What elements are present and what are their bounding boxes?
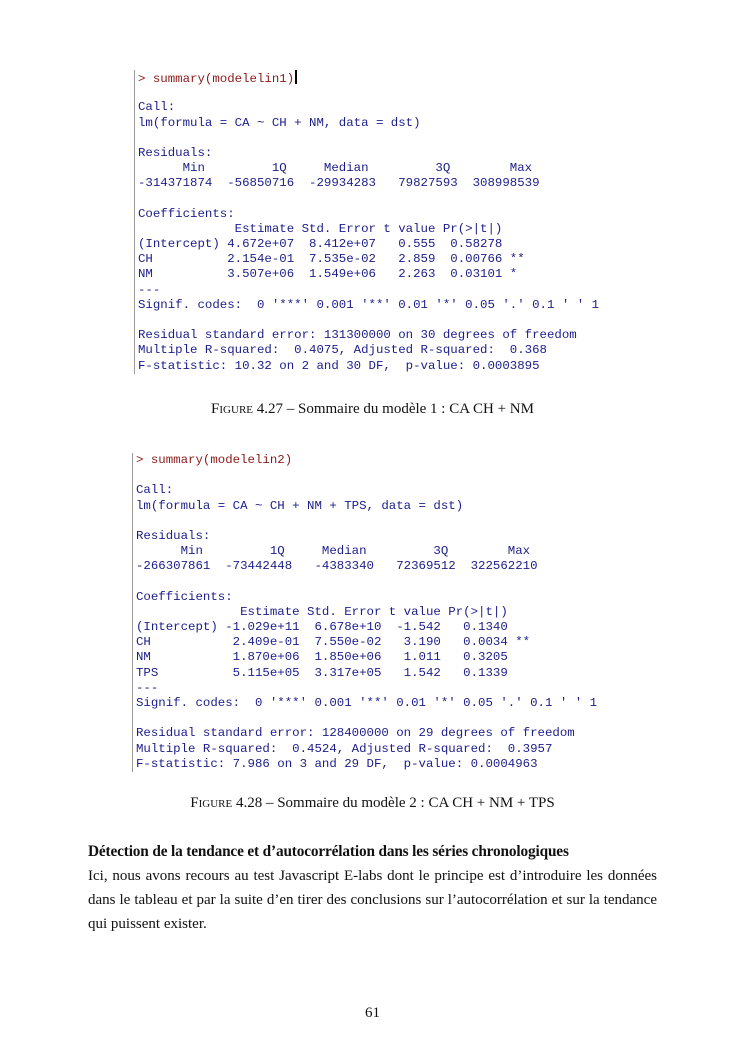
page-number: 61 [365, 1005, 380, 1021]
console-line: Call: [136, 483, 174, 498]
console-line: CH 2.154e-01 7.535e-02 2.859 0.00766 ** [138, 252, 525, 267]
console-line: Coefficients: [136, 589, 233, 604]
command-text: > summary(modelelin1) [138, 72, 295, 86]
console-line: (Intercept) -1.029e+11 6.678e+10 -1.542 0.1340 [136, 620, 531, 635]
r-console-output-model1 [134, 70, 606, 374]
console-line: NM 1.870e+06 1.850e+06 1.011 0.3205 [136, 650, 531, 665]
console-line: TPS 5.115e+05 3.317e+05 1.542 0.1339 [136, 665, 531, 680]
figure-caption [0, 401, 745, 418]
console-line [138, 85, 606, 100]
caption-text: – Sommaire du modèle 2 : CA CH + NM + TPS [262, 795, 555, 811]
r-command: > summary(modelelin2) [136, 453, 293, 467]
console-line: F-statistic: 7.986 on 3 and 29 DF, p-value: 0.0004963 [136, 756, 538, 771]
figure-label: Figure 4.27 [211, 401, 283, 417]
figure-caption [0, 795, 745, 812]
console-line: Multiple R-squared: 0.4524, Adjusted R-squared: 0.3957 [136, 741, 560, 756]
r-console-output-model2 [132, 453, 604, 772]
console-line: lm(formula = CA ~ CH + NM, data = dst) [138, 115, 421, 130]
console-line [136, 711, 604, 726]
body-paragraph: Ici, nous avons recours au test Javascript E-labs dont le principe est d’introduire les données dans le tableau et par la suite d’en tirer des conclusions sur l’autocorrélation et sur la tendance qui puissent exister. [88, 868, 657, 932]
console-line: Estimate Std. Error t value Pr(>|t|) [138, 221, 525, 236]
console-line: CH 2.409e-01 7.550e-02 3.190 0.0034 ** [136, 635, 531, 650]
console-line [136, 575, 604, 590]
console-line: --- [136, 680, 159, 695]
console-line [138, 313, 606, 328]
console-line: Residual standard error: 128400000 on 29 degrees of freedom [136, 726, 575, 741]
console-line: Signif. codes: 0 '***' 0.001 '**' 0.01 '*' 0.05 '.' 0.1 ' ' 1 [138, 297, 607, 312]
caption-text: – Sommaire du modèle 1 : CA CH + NM [283, 401, 534, 417]
console-line: lm(formula = CA ~ CH + NM + TPS, data = dst) [136, 498, 464, 513]
console-line: (Intercept) 4.672e+07 8.412e+07 0.555 0.58278 [138, 237, 525, 252]
console-line [138, 192, 606, 207]
console-line: Estimate Std. Error t value Pr(>|t|) [136, 604, 531, 619]
section-heading: Détection de la tendance et d’autocorrélation dans les séries chronologiques [88, 843, 569, 860]
console-line: Multiple R-squared: 0.4075, Adjusted R-squared: 0.368 [138, 343, 555, 358]
console-line [136, 468, 604, 483]
console-line: NM 3.507e+06 1.549e+06 2.263 0.03101 * [138, 267, 525, 282]
console-lines [138, 85, 606, 374]
console-line: -314371874 -56850716 -29934283 79827593 308998539 [138, 176, 547, 191]
console-line [138, 131, 606, 146]
console-line: Coefficients: [138, 206, 235, 221]
console-line: Signif. codes: 0 '***' 0.001 '**' 0.01 '*' 0.05 '.' 0.1 ' ' 1 [136, 696, 605, 710]
console-line: Call: [138, 100, 176, 115]
console-line: Min 1Q Median 3Q Max [138, 161, 540, 176]
console-line: F-statistic: 10.32 on 2 and 30 DF, p-value: 0.0003895 [138, 358, 540, 373]
console-lines [136, 468, 604, 772]
console-line [136, 514, 604, 529]
console-line: Residuals: [136, 528, 211, 543]
console-line: -266307861 -73442448 -4383340 72369512 322562210 [136, 559, 545, 574]
console-line: Residual standard error: 131300000 on 30 degrees of freedom [138, 328, 577, 343]
console-line: Residuals: [138, 145, 213, 160]
r-command [138, 70, 606, 85]
console-line: Min 1Q Median 3Q Max [136, 544, 538, 559]
text-cursor [295, 70, 297, 84]
figure-label: Figure 4.28 [190, 795, 263, 811]
console-line: --- [138, 282, 161, 297]
